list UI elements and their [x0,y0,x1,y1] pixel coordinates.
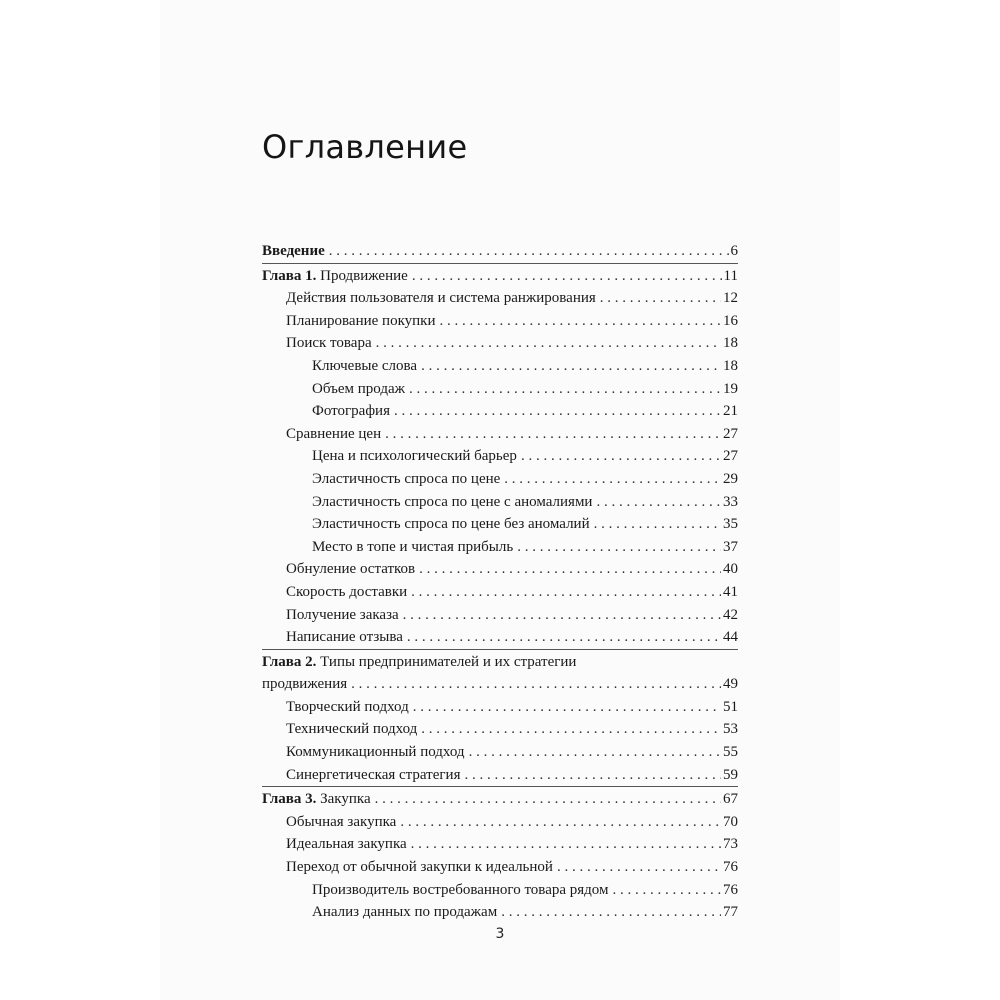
toc-page-number: 59 [723,766,738,783]
toc-chapter-3 [262,788,738,811]
toc-page-number: 49 [723,676,738,693]
toc-entry [262,287,738,310]
toc-page-number: 11 [723,267,738,284]
dot-leader [403,604,721,627]
dot-leader [411,581,721,604]
toc-entry-text: Коммуникационный подход [286,744,465,761]
dot-leader [413,696,721,719]
toc-page-number: 21 [723,403,738,420]
toc-subentry [262,355,738,378]
table-of-contents [262,240,738,924]
toc-entry-text: Сравнение цен [286,425,382,442]
toc-page-number: 77 [723,904,738,921]
toc-entry-text: Планирование покупки [286,312,436,329]
toc-page-number: 29 [723,470,738,487]
chapter-label: Глава 2. [262,653,317,670]
toc-subentry [262,536,738,559]
toc-subentry [262,513,738,536]
toc-entry-text: Скорость доставки [286,583,408,600]
toc-page-number: 51 [723,698,738,715]
chapter-label: Глава 1. [262,267,317,284]
toc-page-number: 12 [723,290,738,307]
toc-entry-text: Переход от обычной закупки к идеальной [286,859,553,876]
dot-leader [469,741,721,764]
toc-entry-text: Введение [262,243,325,259]
toc-entry-text: Технический подход [286,721,418,738]
toc-entry-text [262,788,371,811]
toc-chapter-1 [262,265,738,288]
toc-entry-text: Действия пользователя и система ранжирования [286,290,596,307]
toc-entry [262,811,738,834]
toc-entry-text: Синергетическая стратегия [286,766,461,783]
toc-entry-text: Анализ данных по продажам [312,904,498,921]
toc-page-number: 18 [723,357,738,374]
toc-page-number: 67 [723,791,738,808]
toc-entry-text: Объем продаж [312,380,405,397]
toc-chapter-2 [262,673,738,696]
dot-leader [409,378,721,401]
toc-entry-text [262,265,408,288]
toc-entry-text: Идеальная закупка [286,836,407,853]
toc-entry-text: Ключевые слова [312,357,418,374]
toc-entry [262,696,738,719]
toc-page-number: 70 [723,813,738,830]
dot-leader [439,310,721,333]
dot-leader [596,491,721,514]
toc-subentry [262,901,738,924]
dot-leader [351,673,721,696]
toc-entry [262,423,738,446]
toc-entry-text: Обнуление остатков [286,561,416,578]
toc-page-number: 35 [723,516,738,533]
dot-leader [464,764,721,787]
toc-entry-text: Написание отзыва [286,629,403,646]
toc-entry-text: Творческий подход [286,698,409,715]
toc-page-number: 55 [723,744,738,761]
dot-leader [394,400,721,423]
toc-entry-text: Производитель востребованного товара рядом [312,881,609,898]
dot-leader [419,558,721,581]
chapter-name: Типы предпринимателей и их стратегии [320,653,577,670]
dot-leader [517,536,721,559]
toc-entry [262,741,738,764]
toc-entry [262,558,738,581]
page-number: 3 [495,926,505,942]
dot-leader [407,626,721,649]
toc-page-number: 16 [723,312,738,329]
chapter-name: Закупка [320,791,371,808]
dot-leader [329,240,729,263]
toc-entry [262,626,738,649]
toc-page-number: 18 [723,335,738,352]
toc-page-number: 76 [723,859,738,876]
toc-entry-text: Получение заказа [286,606,399,623]
toc-entry [262,718,738,741]
toc-subentry [262,879,738,902]
toc-entry-text: Место в топе и чистая прибыль [312,538,514,555]
toc-entry [262,604,738,627]
toc-page-number: 19 [723,380,738,397]
toc-subentry [262,400,738,423]
toc-entry-text: Эластичность спроса по цене [312,470,501,487]
dot-leader [501,901,721,924]
toc-entry-text: Цена и психологический барьер [312,448,517,465]
dot-leader [412,265,722,288]
section-divider [262,649,738,650]
dot-leader [411,833,721,856]
toc-entry [262,856,738,879]
toc-entry [262,310,738,333]
toc-subentry [262,491,738,514]
toc-page-number: 27 [723,448,738,465]
toc-subentry [262,445,738,468]
toc-entry [262,833,738,856]
dot-leader [504,468,721,491]
page-title: Оглавление [262,128,468,166]
toc-page-number: 53 [723,721,738,738]
dot-leader [375,788,721,811]
dot-leader [400,811,721,834]
dot-leader [421,355,721,378]
dot-leader [600,287,721,310]
chapter-label: Глава 3. [262,791,317,808]
section-divider [262,786,738,787]
dot-leader [385,423,721,446]
chapter-name: Продвижение [320,267,408,284]
toc-entry-intro [262,240,738,263]
toc-page-number: 6 [730,243,738,259]
dot-leader [613,879,722,902]
dot-leader [521,445,721,468]
dot-leader [421,718,721,741]
toc-page-number: 41 [723,583,738,600]
toc-page-number: 37 [723,538,738,555]
toc-page-number: 42 [723,606,738,623]
toc-page-number: 73 [723,836,738,853]
section-divider [262,263,738,264]
toc-entry [262,581,738,604]
toc-page-number: 33 [723,493,738,510]
chapter-name-continued: продвижения [262,676,348,693]
dot-leader [376,332,721,355]
dot-leader [557,856,721,879]
toc-entry [262,332,738,355]
toc-page-number: 27 [723,425,738,442]
toc-entry-text: Эластичность спроса по цене с аномалиями [312,493,593,510]
dot-leader [594,513,721,536]
toc-entry-text: Эластичность спроса по цене без аномалий [312,516,590,533]
toc-chapter-2-heading [262,651,738,674]
toc-entry-text: Фотография [312,403,390,420]
toc-entry-text: Обычная закупка [286,813,397,830]
toc-entry-text: Поиск товара [286,335,372,352]
toc-entry [262,764,738,787]
toc-page-number: 44 [723,629,738,646]
toc-page-number: 40 [723,561,738,578]
toc-subentry [262,378,738,401]
toc-subentry [262,468,738,491]
toc-page-number: 76 [723,881,738,898]
